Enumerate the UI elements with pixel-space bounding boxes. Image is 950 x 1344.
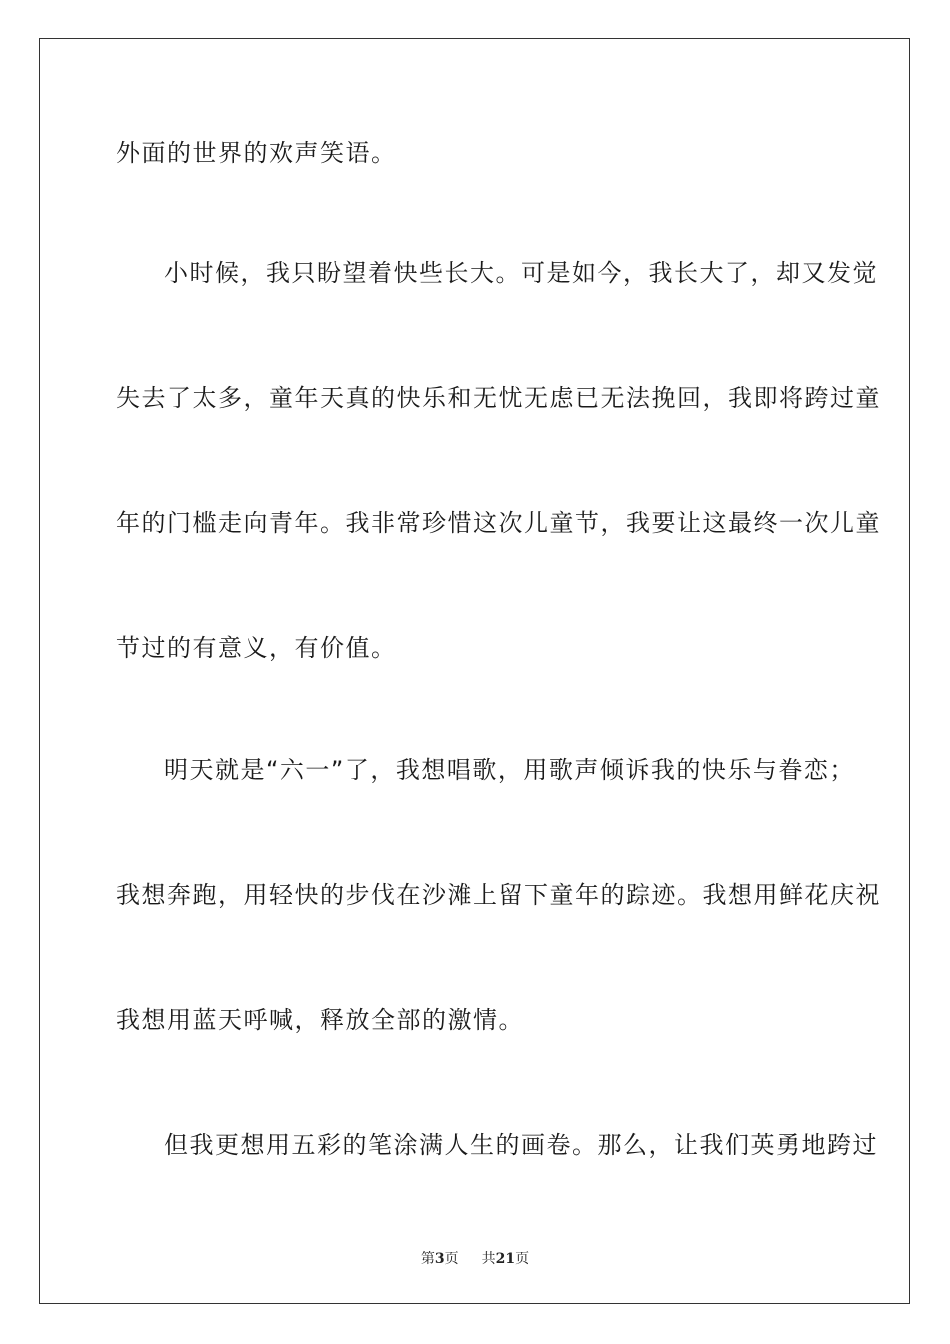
- total-suffix: 页: [515, 1251, 530, 1267]
- text-line-4: 年的门槛走向青年。我非常珍惜这次儿童节，我要让这最终一次儿童: [116, 509, 881, 537]
- text-line-7: 我想奔跑，用轻快的步伐在沙滩上留下童年的踪迹。我想用鲜花庆祝: [116, 881, 881, 909]
- total-pages: 21: [495, 1251, 516, 1267]
- text-line-1: 外面的世界的欢声笑语。: [116, 139, 397, 167]
- text-line-8: 我想用蓝天呼喊，释放全部的激情。: [116, 1006, 524, 1034]
- text-line-2: 小时候，我只盼望着快些长大。可是如今，我长大了，却又发觉: [164, 259, 878, 287]
- page-border: [39, 38, 910, 1304]
- page-footer: [0, 1248, 950, 1268]
- page-prefix: 第: [420, 1251, 435, 1267]
- page-number: 3: [434, 1251, 445, 1267]
- text-line-6: 明天就是“六一”了，我想唱歌，用歌声倾诉我的快乐与眷恋；: [164, 756, 855, 784]
- text-line-3: 失去了太多，童年天真的快乐和无忧无虑已无法挽回，我即将跨过童: [116, 384, 881, 412]
- text-line-9: 但我更想用五彩的笔涂满人生的画卷。那么，让我们英勇地跨过: [164, 1131, 878, 1159]
- page-suffix: 页: [444, 1251, 459, 1267]
- text-line-5: 节过的有意义，有价值。: [116, 634, 397, 662]
- total-prefix: 共: [481, 1251, 496, 1267]
